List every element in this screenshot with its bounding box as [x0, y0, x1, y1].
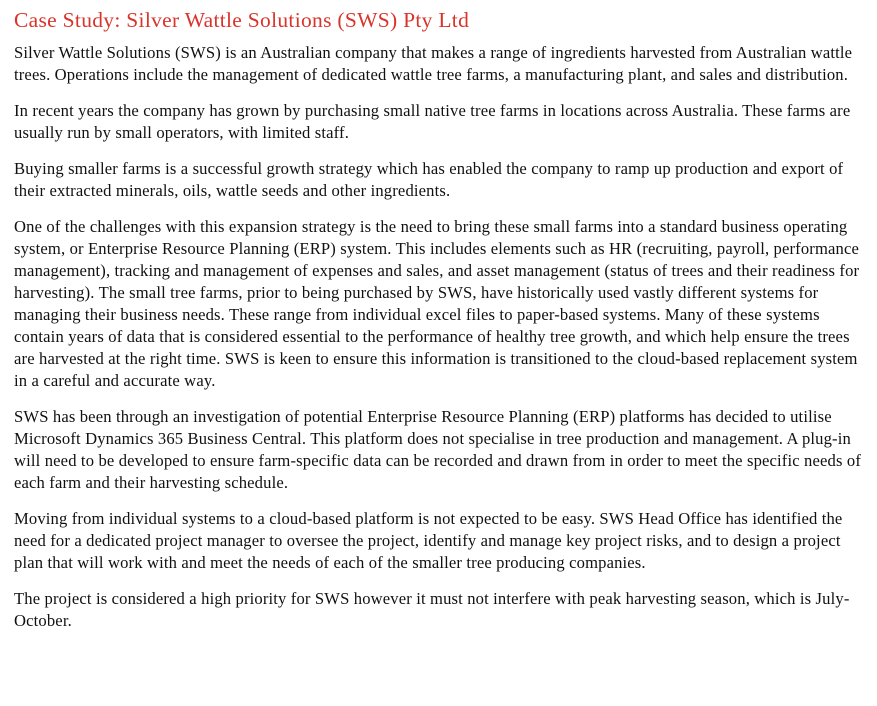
document-title: Case Study: Silver Wattle Solutions (SWS) Pty Ltd: [14, 8, 470, 32]
paragraph-platform-selection: SWS has been through an investigation of potential Enterprise Resource Planning (ERP) platforms has decided to utilise Microsoft Dynamics 365 Business Central. This platform does not specialise in tree production and management. A plug-in will need to be developed to ensure farm-specific data can be recorded and drawn from in order to meet the specific needs of each farm and their harvesting schedule.: [14, 407, 862, 492]
paragraph-growth-strategy: Buying smaller farms is a successful growth strategy which has enabled the company to ramp up production and export of their extracted minerals, oils, wattle seeds and other ingredients.: [14, 159, 844, 200]
paragraph-company-overview: Silver Wattle Solutions (SWS) is an Australian company that makes a range of ingredients harvested from Australian wattle trees. Operations include the management of dedicated wattle tree farms, a manufacturing plant, and sales and distribution.: [14, 43, 853, 84]
paragraph-project-priority: The project is considered a high priority for SWS however it must not interfere with peak harvesting season, which is July-October.: [14, 589, 850, 630]
paragraph-recent-growth: In recent years the company has grown by purchasing small native tree farms in locations across Australia. These farms are usually run by small operators, with limited staff.: [14, 101, 851, 142]
paragraph-project-manager: Moving from individual systems to a cloud-based platform is not expected to be easy. SWS Head Office has identified the need for a dedicated project manager to oversee the project, identify and manage key project risks, and to design a project plan that will work with and meet the needs of each of the smaller tree producing companies.: [14, 509, 843, 572]
paragraph-erp-challenges: One of the challenges with this expansion strategy is the need to bring these small farms into a standard business operating system, or Enterprise Resource Planning (ERP) system. This includes elements such as HR (recruiting, payroll, performance management), tracking and management of expenses and sales, and asset management (status of trees and their readiness for harvesting). The small tree farms, prior to being purchased by SWS, have historically used vastly different systems for managing their business needs. These range from individual excel files to paper-based systems. Many of these systems contain years of data that is considered essential to the performance of healthy tree growth, and which help ensure the trees are harvested at the right time. SWS is keen to ensure this information is transitioned to the cloud-based replacement system in a careful and accurate way.: [14, 217, 860, 390]
